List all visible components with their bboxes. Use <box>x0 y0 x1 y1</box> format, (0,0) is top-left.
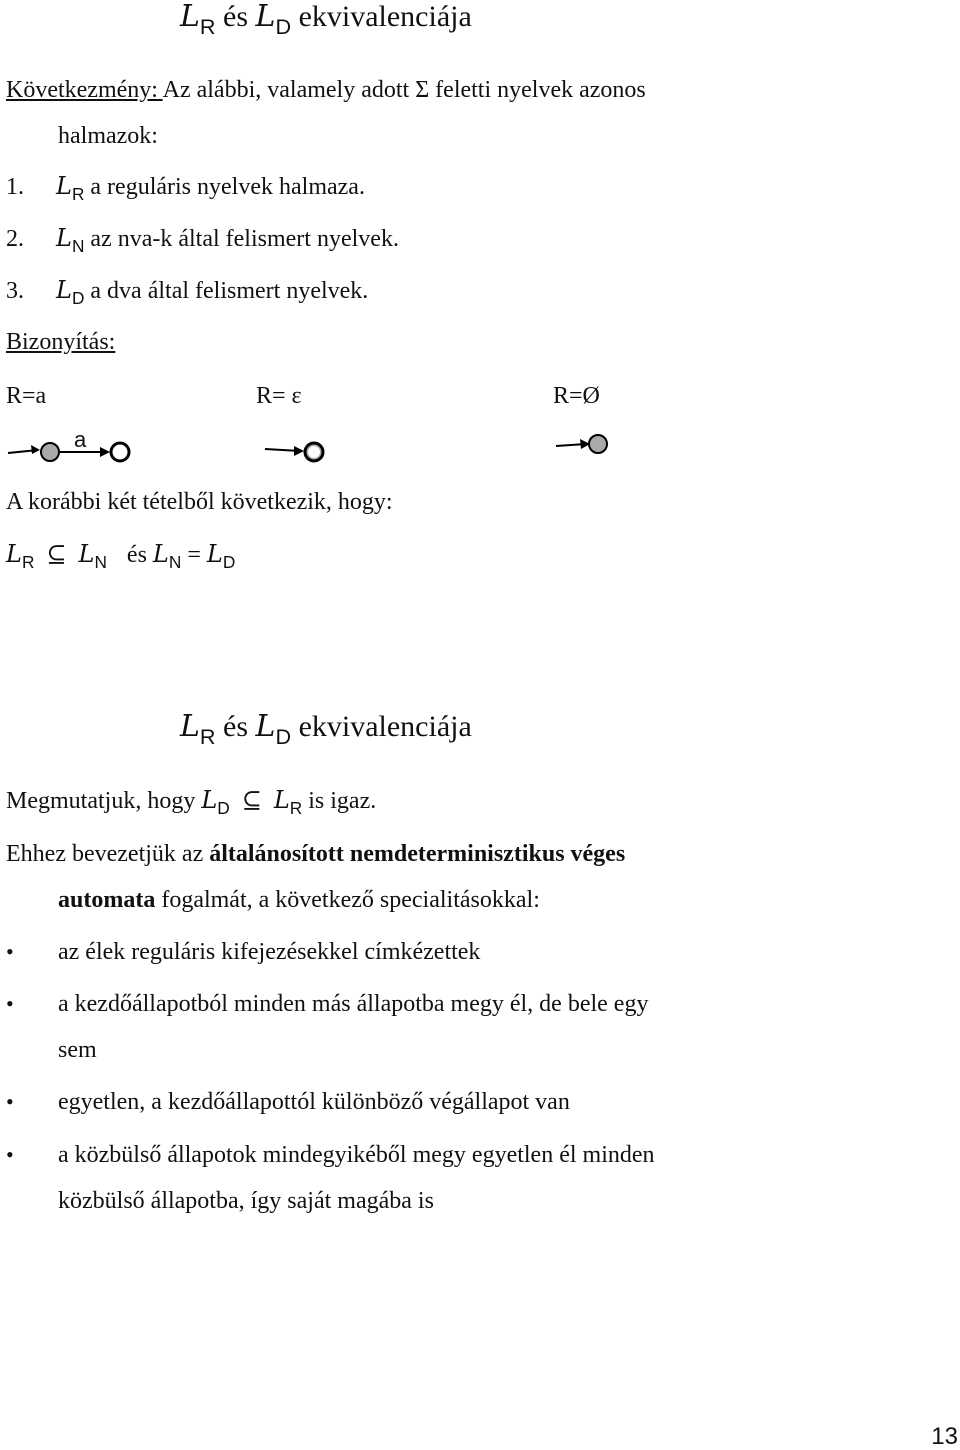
arrow-head <box>294 446 304 456</box>
subscript: N <box>94 552 107 573</box>
list-number: 3. <box>6 278 24 304</box>
intro-term: általánosított nemdeterminisztikus véges <box>209 841 626 867</box>
corollary-cont: halmazok: <box>58 123 158 149</box>
script-L: L <box>255 709 276 744</box>
script-L: L <box>180 0 200 34</box>
script-L: L <box>56 276 72 304</box>
script-L: L <box>180 709 200 744</box>
page-number: 13 <box>931 1423 958 1450</box>
script-L: L <box>255 0 276 34</box>
list-item-cont: sem <box>58 1037 97 1063</box>
slide1-title <box>180 0 472 39</box>
show-line <box>6 786 377 819</box>
intro-term-2: automata <box>58 887 156 913</box>
subscript: R <box>289 798 303 819</box>
show-post: is igaz. <box>308 788 377 814</box>
title-rest: ekvivalenciája <box>298 0 472 33</box>
subscript: R <box>71 184 85 205</box>
list-item: az élek reguláris kifejezésekkel címkézettek <box>58 939 481 965</box>
subscript: N <box>71 236 85 257</box>
subscript: D <box>222 552 236 573</box>
list-item-cont: közbülső állapotba, így saját magába is <box>58 1188 434 1214</box>
script-L: L <box>6 540 22 568</box>
automaton-a <box>0 432 960 472</box>
case-label: R=Ø <box>553 383 600 409</box>
subset-symbol: ⊆ <box>241 788 262 814</box>
edge-label: a <box>74 427 87 452</box>
script-L: L <box>78 540 95 568</box>
accept-state <box>111 443 129 461</box>
script-L: L <box>206 540 223 568</box>
script-L: L <box>273 786 290 814</box>
list-item <box>6 224 399 257</box>
slide2-title <box>180 709 472 749</box>
equals-symbol: = <box>187 542 201 568</box>
bullet-marker: • <box>6 991 14 1016</box>
subscript: R <box>21 552 35 573</box>
subscript: D <box>71 288 85 309</box>
title-conj: és <box>223 0 249 33</box>
intro-cont <box>58 886 540 914</box>
subscript: D <box>275 723 292 749</box>
title-rest: ekvivalenciája <box>298 710 472 743</box>
intro-pre: Ehhez bevezetjük az <box>6 841 210 867</box>
subscript: D <box>217 798 230 819</box>
bullet-marker: • <box>6 1089 14 1114</box>
subscript: R <box>199 723 216 749</box>
list-item <box>6 172 365 205</box>
show-pre: Megmutatjuk, hogy <box>6 788 202 814</box>
intro-line <box>6 840 625 868</box>
subscript: R <box>199 13 216 39</box>
script-L: L <box>201 786 218 814</box>
list-text: a reguláris nyelvek halmaza. <box>90 174 365 200</box>
subset-symbol: ⊆ <box>46 542 67 568</box>
bullet-marker: • <box>6 939 14 964</box>
list-item: a közbülső állapotok mindegyikéből megy egyetlen él minden <box>58 1142 655 1168</box>
arrow-head <box>100 447 110 457</box>
start-state <box>589 435 607 453</box>
subscript: D <box>275 13 292 39</box>
title-conj: és <box>223 710 249 743</box>
accept-state-inner <box>308 446 320 458</box>
script-L: L <box>56 224 72 252</box>
corollary-text: Az alábbi, valamely adott Σ feletti nyelvek azonos <box>162 77 646 103</box>
intro-rest: fogalmát, a következő specialitásokkal: <box>155 887 540 913</box>
conclusion-text: A korábbi két tételből következik, hogy: <box>6 489 393 515</box>
start-state <box>41 443 59 461</box>
list-number: 2. <box>6 226 24 252</box>
list-item <box>6 276 369 309</box>
list-text: az nva-k által felismert nyelvek. <box>90 226 399 252</box>
bullet-marker: • <box>6 1142 14 1167</box>
list-item: egyetlen, a kezdőállapottól különböző végállapot van <box>58 1089 570 1115</box>
formula-conj: és <box>126 542 147 568</box>
subscript: N <box>168 552 182 573</box>
case-label: R= ε <box>256 383 302 409</box>
proof-label: Bizonyítás: <box>6 329 116 355</box>
list-number: 1. <box>6 174 24 200</box>
list-text: a dva által felismert nyelvek. <box>90 278 369 304</box>
arrow-head <box>31 445 40 454</box>
script-L: L <box>56 172 72 200</box>
corollary-label: Következmény: <box>6 77 163 103</box>
case-label: R=a <box>6 383 47 409</box>
list-item: a kezdőállapotból minden más állapotba megy él, de bele egy <box>58 991 649 1017</box>
corollary-line <box>6 76 646 104</box>
formula <box>6 540 236 573</box>
script-L: L <box>152 540 169 568</box>
